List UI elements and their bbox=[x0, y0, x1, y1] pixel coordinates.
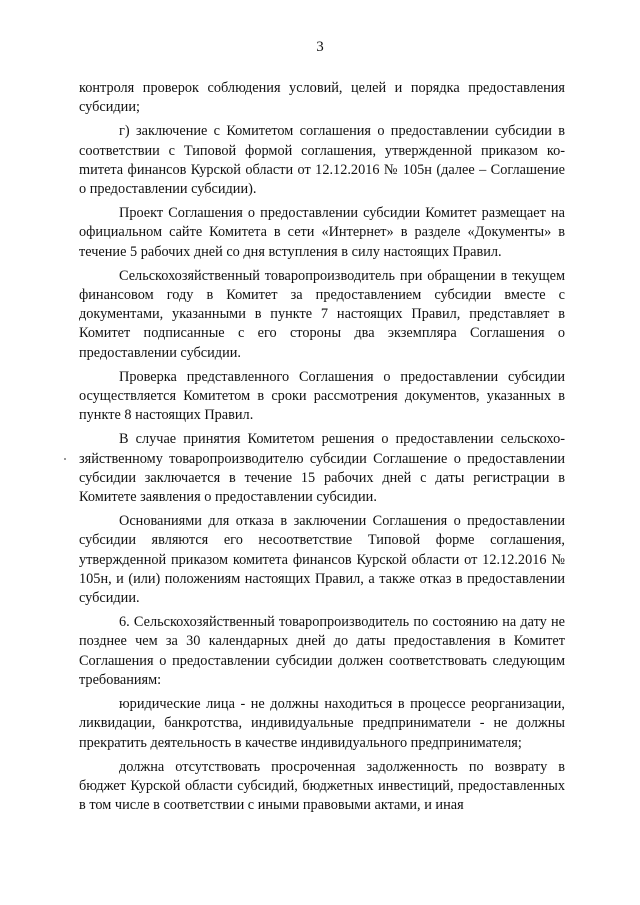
paragraph-item-g: г) заключение с Комитетом соглашения о предоставлении субсидии в соответствии с Типовой формой соглашения, утвержденной приказом коmитета финансов Курской области от 12.12.2016 № 105н (далее – Соглашение о предоставлении субсидии). bbox=[79, 123, 565, 198]
paragraph-agreement-conclusion: В случае принятия Комитетом решения о предоставлении сельскохозяйственному товаропроизводителю субсидии Соглашение о предоставлении субсидии заключается в течение 15 рабочих дней с даты регистрации в Комитете заявления о предоставлении субсидии. bbox=[79, 431, 565, 506]
paragraph-agreement-check: Проверка представленного Соглашения о предоставлении субсидии осуществляется Комитетом в сроки рассмотрения документов, указанных в пункте 8 настоящих Правил. bbox=[79, 368, 565, 424]
scan-speck bbox=[64, 458, 66, 460]
paragraph-producer-submission: Сельскохозяйственный товаропроизводитель при обращении в текущем финансовом году в Комитет за предоставлением субсидии вместе с документами, указанными в пункте 7 настоящих Правил, представляет в Комитет подписанные с его стороны два экземпляра Соглашения о предоставлении субсидии. bbox=[79, 267, 565, 361]
paragraph-section-6: 6. Сельскохозяйственный товаропроизводитель по состоянию на дату не позднее чем за 30 календарных дней до даты предоставления в Комитет Соглашения о предоставлении субсидии должен соответствовать следующим требованиям: bbox=[79, 614, 565, 688]
body-text bbox=[79, 79, 565, 820]
paragraph-refusal-grounds: Основаниями для отказа в заключении Соглашения о предоставлении субсидии являются его несоответствие Типовой форме соглашения, утвержденной приказом комитета финансов Курской области от 12.12.2016 № 105н, и (или) положениям настоящих Правил, а также отказ в предоставлении субсидии. bbox=[79, 513, 565, 607]
page-number: 3 bbox=[316, 39, 324, 55]
paragraph-continuation: контроля проверок соблюдения условий, целей и порядка предоставления субсидии; bbox=[79, 80, 565, 116]
paragraph-legal-entities: юридические лица - не должны находиться в процессе реорганизации, ликвидации, банкротства, индивидуальные предприниматели - не должны прекратить деятельность в качестве индивидуального предпринимателя; bbox=[79, 696, 565, 751]
paragraph-agreement-draft: Проект Соглашения о предоставлении субсидии Комитет размещает на официальном сайте Комитета в сети «Интернет» в разделе «Документы» в течение 5 рабочих дней со дня вступления в силу настоящих Правил. bbox=[79, 205, 565, 260]
paragraph-no-arrears: должна отсутствовать просроченная задолженность по возврату в бюджет Курской области субсидий, бюджетных инвестиций, предоставленных в том числе в соответствии с иными правовыми актами, и иная bbox=[79, 758, 565, 814]
